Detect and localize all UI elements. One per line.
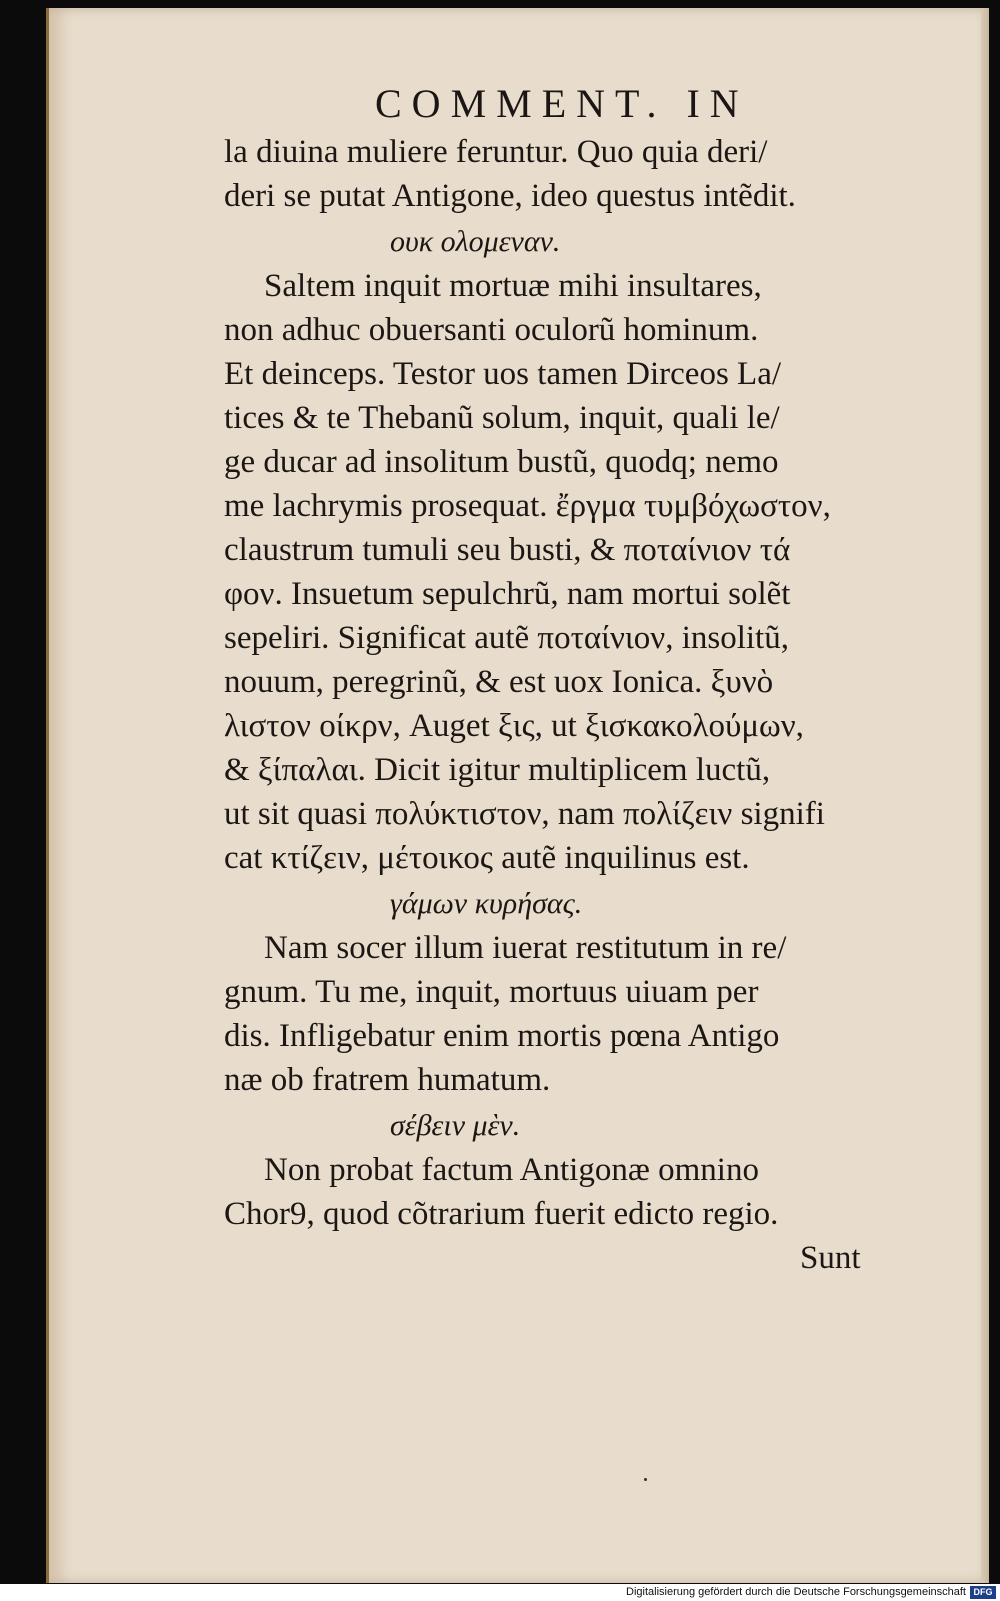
text-line: ut sit quasi πολύκτιστον, nam πολίζειν signifi [224,796,825,832]
text-line: Nam socer illum iuerat restitutum in re/ [264,930,787,966]
greek-heading: γάμων κυρήσας. [390,887,583,920]
text-line: la diuina muliere feruntur. Quo quia deri/ [224,134,768,170]
text-line: næ ob fratrem humatum. [224,1062,551,1098]
text-line: sepeliri. Significat autẽ ποταίνιον, insolitũ, [224,620,789,656]
text-line: deri se putat Antigone, ideo questus intẽdit. [224,178,796,214]
text-line: nouum, peregrinũ, & est uox Ionica. ξυνὸ [224,664,774,700]
text-line: cat κτίζειν, μέτοικος autẽ inquilinus est. [224,840,750,876]
text-line: gnum. Tu me, inquit, mortuus uiuam per [224,974,759,1010]
text-line: non adhuc obuersanti oculorũ hominum. [224,312,759,348]
text-line: & ξίπαλαι. Dicit igitur multiplicem luctũ, [224,752,771,788]
text-line: Non probat factum Antigonæ omnino [264,1152,759,1188]
text-line: tices & te Thebanũ solum, inquit, quali le/ [224,400,780,436]
greek-heading: σέβειν μὲν. [390,1109,521,1142]
text-line: dis. Infligebatur enim mortis pœna Antigo [224,1018,780,1054]
running-head: COMMENT. IN [375,81,749,126]
catchword: Sunt [800,1240,861,1276]
text-line: Chor9, quod cõtrarium fuerit edicto regio. [224,1196,779,1232]
text-line: Saltem inquit mortuæ mihi insultares, [264,268,762,304]
text-line: me lachrymis prosequat. ἔργμα τυμβόχωστον, [224,488,831,524]
digitization-credit: Digitalisierung gefördert durch die Deutsche Forschungsgemeinschaft [0,1584,1000,1601]
ink-speck [644,1478,647,1481]
text-line: ge ducar ad insolitum bustũ, quodq; nemo [224,444,779,480]
text-line: φον. Insuetum sepulchrũ, nam mortui solẽt [224,576,791,612]
dfg-logo: DFG [970,1586,996,1599]
text-line: Et deinceps. Testor uos tamen Dirceos La/ [224,356,782,392]
greek-heading: ουκ ολομεναν. [390,225,561,258]
text-line: claustrum tumuli seu busti, & ποταίνιον τά [224,532,791,568]
text-line: λιστον οίκρν, Auget ξις, ut ξισκακολούμων, [224,708,804,744]
